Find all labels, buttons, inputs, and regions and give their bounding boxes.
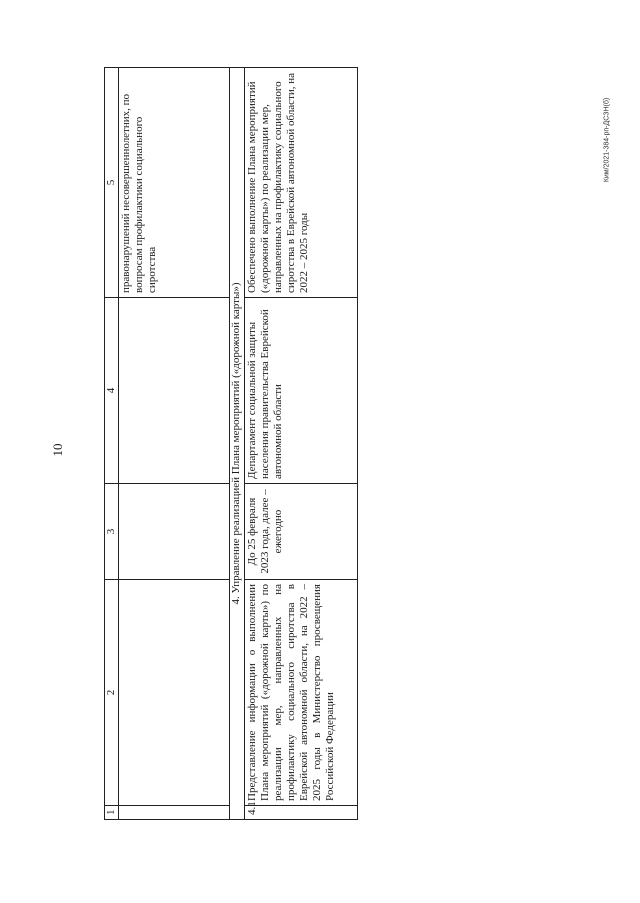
cont-cell-result: правонарушений несовершеннолетних, по вопросам профилактики социального сиротства <box>119 68 230 298</box>
row-number: 4.1 <box>245 806 358 820</box>
table-row-continuation <box>119 68 230 820</box>
row-responsible: Департамент социальной защиты населения правительства Еврейской автономной области <box>245 298 358 484</box>
document-code: Ким/2021-384-рп-ДСЗН(б) <box>603 97 611 183</box>
header-col-2: 2 <box>105 580 119 806</box>
header-col-5: 5 <box>105 68 119 298</box>
row-deadline: До 25 февраля 2023 года, далее – ежегодно <box>245 484 358 580</box>
header-col-4: 4 <box>105 298 119 484</box>
section-row <box>230 68 245 820</box>
row-result: Обеспечено выполнение Плана мероприятий («дорожной карты») по реализации мер, направленных на профилактику социального сиротства в Еврейской автономной области, на 2022 – 2025 годы <box>245 68 358 298</box>
page-number: 10 <box>50 443 65 457</box>
cont-cell-2 <box>119 580 230 806</box>
section-title: 4. Управление реализацией Плана мероприятий («дорожной карты») <box>230 68 245 820</box>
table-header-row <box>105 68 119 820</box>
row-measure: Представление информации о выполнении Плана мероприятий («дорожной карты») по реализации мер, направленных на профилактику социального сиротства в Еврейской автономной области, на 2022 – 2025 годы в Министерство просвещения Российской Федерации <box>245 580 358 806</box>
rotated-table-area <box>104 68 346 820</box>
table-row-4-1 <box>245 68 358 820</box>
plan-table <box>104 67 358 820</box>
header-col-3: 3 <box>105 484 119 580</box>
header-col-1: 1 <box>105 806 119 820</box>
cont-cell-4 <box>119 298 230 484</box>
cont-cell-1 <box>119 806 230 820</box>
cont-cell-3 <box>119 484 230 580</box>
